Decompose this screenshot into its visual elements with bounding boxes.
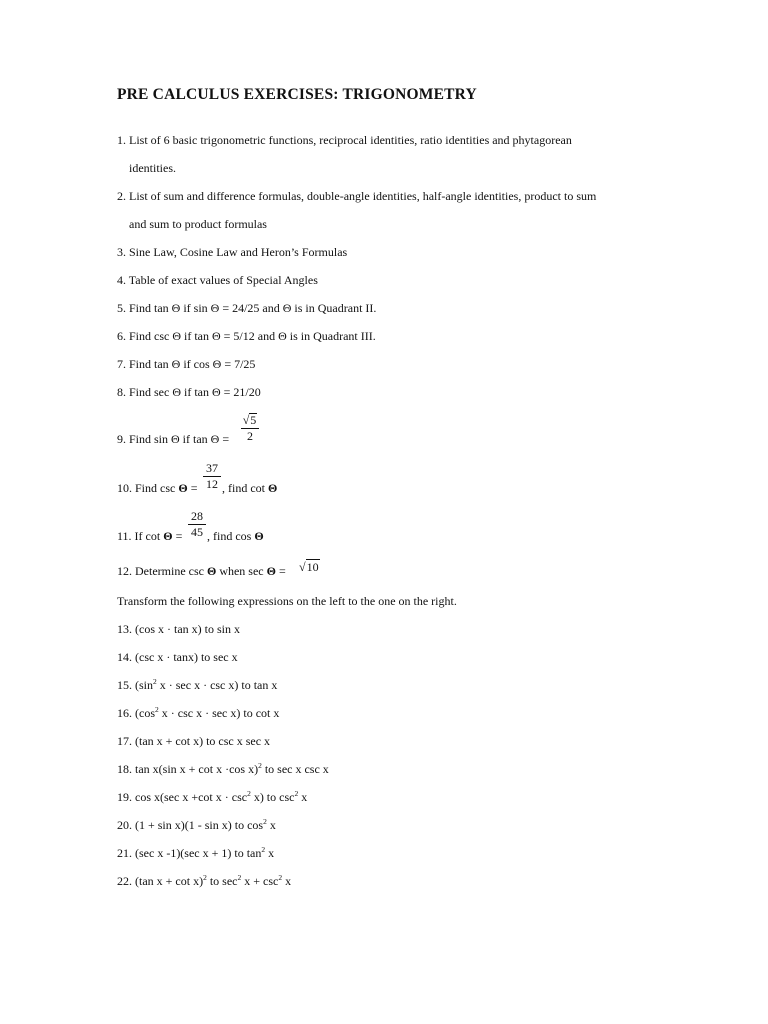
item-18-text-a: 18. tan x(sin x + cot x ·cos x) — [117, 762, 259, 776]
item-12 — [117, 564, 286, 578]
item-10-tail-text: , find cot — [222, 481, 268, 495]
item-10-equals: = — [187, 481, 198, 495]
item-12-middle: when sec — [216, 564, 267, 578]
exponent: 2 — [258, 761, 262, 770]
item-8: 8. Find sec Θ if tan Θ = 21/20 — [117, 385, 261, 399]
theta-symbol: Θ — [178, 481, 188, 495]
item-10-tail — [222, 481, 277, 495]
item-2-line-1: 2. List of sum and difference formulas, double-angle identities, half-angle identities, product to sum — [117, 189, 597, 203]
item-20 — [117, 818, 276, 832]
item-12-prefix: 12. Determine csc — [117, 564, 207, 578]
item-11-equals: = — [172, 529, 183, 543]
item-9: 9. Find sin Θ if tan Θ = — [117, 432, 230, 446]
item-9-fraction — [241, 413, 259, 443]
page-title: PRE CALCULUS EXERCISES: TRIGONOMETRY — [117, 86, 477, 103]
theta-symbol: Θ — [254, 529, 264, 543]
item-19-text-b: x) to csc — [250, 790, 295, 804]
item-4: 4. Table of exact values of Special Angles — [117, 273, 318, 287]
exponent: 2 — [294, 789, 299, 798]
exponent: 2 — [155, 705, 159, 714]
item-11-denominator: 45 — [188, 524, 206, 539]
item-21 — [117, 846, 274, 860]
item-9-numerator: 5 — [250, 413, 257, 427]
item-20-text-b: x — [266, 818, 276, 832]
exponent: 2 — [153, 677, 157, 686]
item-1-line-1: 1. List of 6 basic trigonometric functions, reciprocal identities, ratio identities and phytagorean — [117, 133, 572, 147]
item-14: 14. (csc x · tanx) to sec x — [117, 650, 238, 664]
item-11-tail-text: , find cos — [207, 529, 255, 543]
exponent: 2 — [203, 873, 207, 882]
theta-symbol: Θ — [206, 564, 217, 578]
item-15-text-a: 15. (sin — [117, 678, 153, 692]
item-5: 5. Find tan Θ if sin Θ = 24/25 and Θ is in Quadrant II. — [117, 301, 377, 315]
item-19 — [117, 790, 307, 804]
item-11-numerator: 28 — [191, 509, 203, 523]
theta-symbol: Θ — [163, 529, 173, 543]
item-10 — [117, 481, 197, 495]
item-15 — [117, 678, 277, 692]
transform-instruction: Transform the following expressions on the left to the one on the right. — [117, 594, 457, 608]
item-22-text-c: x + csc — [241, 874, 279, 888]
item-12-radical — [299, 559, 320, 574]
item-22 — [117, 874, 291, 888]
item-11 — [117, 529, 182, 543]
item-3: 3. Sine Law, Cosine Law and Heron’s Formulas — [117, 245, 348, 259]
exponent: 2 — [263, 817, 267, 826]
exponent: 2 — [278, 873, 283, 882]
item-9-denominator: 2 — [241, 428, 259, 443]
item-16-text-a: 16. (cos — [117, 706, 155, 720]
exponent: 2 — [247, 789, 251, 798]
item-6: 6. Find csc Θ if tan Θ = 5/12 and Θ is in Quadrant III. — [117, 329, 376, 343]
item-21-text-b: x — [265, 846, 275, 860]
exponent: 2 — [237, 873, 242, 882]
item-10-denominator: 12 — [203, 476, 221, 491]
item-20-text-a: 20. (1 + sin x)(1 - sin x) to cos — [117, 818, 264, 832]
item-22-text-a: 22. (tan x + cot x) — [117, 874, 204, 888]
theta-symbol: Θ — [268, 481, 278, 495]
theta-symbol: Θ — [266, 564, 276, 578]
sqrt-symbol: √ — [299, 560, 306, 574]
exponent: 2 — [261, 845, 266, 854]
item-16-text-b: x · csc x · sec x) to cot x — [158, 706, 280, 720]
item-15-text-b: x · sec x · csc x) to tan x — [156, 678, 278, 692]
item-13: 13. (cos x · tan x) to sin x — [117, 622, 240, 636]
item-10-numerator: 37 — [206, 461, 218, 475]
item-18-text-b: to sec x csc x — [261, 762, 329, 776]
item-16 — [117, 706, 279, 720]
item-7: 7. Find tan Θ if cos Θ = 7/25 — [117, 357, 256, 371]
item-1-line-2: identities. — [129, 161, 176, 175]
item-17: 17. (tan x + cot x) to csc x sec x — [117, 734, 271, 748]
sqrt-symbol: √ — [242, 413, 250, 427]
item-12-equals: = — [275, 564, 286, 578]
item-19-text-a: 19. cos x(sec x +cot x · csc — [117, 790, 248, 804]
item-2-line-2: and sum to product formulas — [129, 217, 267, 231]
item-11-prefix: 11. If cot — [117, 529, 164, 543]
item-21-text-a: 21. (sec x -1)(sec x + 1) to tan — [117, 846, 262, 860]
item-19-text-c: x — [298, 790, 308, 804]
item-12-radicand: 10 — [306, 560, 319, 574]
item-22-text-d: x — [282, 874, 292, 888]
item-22-text-b: to sec — [206, 874, 238, 888]
item-18 — [117, 762, 329, 776]
item-10-prefix: 10. Find csc — [117, 481, 179, 495]
item-10-fraction — [203, 462, 221, 491]
item-11-fraction — [188, 510, 206, 539]
item-11-tail — [207, 529, 264, 543]
